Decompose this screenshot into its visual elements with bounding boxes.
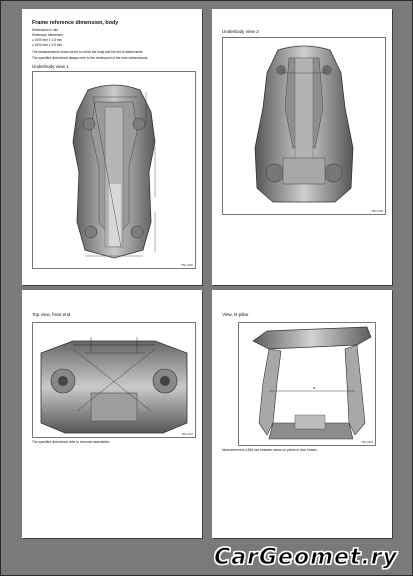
figure-reference: TBH-1509 — [361, 441, 373, 444]
removed-assemblies-note: The specified dimensions refer to removed assemblies. — [32, 440, 110, 444]
measurement-note: The measurements shown serve to check the body and the set of attachments. — [32, 50, 144, 54]
section-heading: Underbody view 1 — [32, 64, 69, 69]
underbody-figure-1 — [32, 71, 196, 269]
front-end-drawing — [33, 323, 195, 437]
tolerance-large: ≥ 1000 mm ± 2.5 mm — [32, 43, 63, 47]
tolerance-small: ≤ 1000 mm ± 1.5 mm — [32, 38, 63, 42]
measurement-note: Measurement a=1544 mm between screw-on points of door braces. — [222, 448, 318, 452]
b-pillar-drawing — [239, 323, 375, 445]
watermark-logo — [1, 539, 412, 575]
front-end-figure — [32, 322, 196, 438]
underbody-drawing-1 — [33, 72, 195, 268]
page-2 — [212, 9, 392, 285]
figure-reference: TBH-1511 — [181, 433, 193, 436]
figure-reference: TBH-1508 — [371, 210, 383, 213]
tolerances-label: Dimension tolerances: — [32, 33, 64, 37]
underbody-drawing-2 — [223, 38, 385, 214]
page-title: Frame reference dimension, body — [32, 20, 119, 26]
section-heading: View, B-pillar — [222, 312, 249, 317]
dimensions-unit-text: Dimensions in mm — [32, 28, 59, 32]
section-heading: Underbody view 2 — [222, 29, 259, 34]
b-pillar-figure — [238, 322, 376, 446]
underbody-figure-2 — [222, 37, 386, 215]
watermark-text: CarGeomet.ry — [214, 545, 398, 570]
svg-text:a: a — [313, 385, 316, 390]
section-heading: Top view, front end — [32, 312, 71, 317]
page-4 — [212, 290, 392, 538]
page-1 — [22, 9, 202, 285]
figure-reference: TBH-1506 — [181, 264, 193, 267]
page-3 — [22, 290, 202, 538]
centerpoint-note: The specified dimensions always refer to the centerpoint of the bore holes/cutouts. — [32, 56, 149, 60]
